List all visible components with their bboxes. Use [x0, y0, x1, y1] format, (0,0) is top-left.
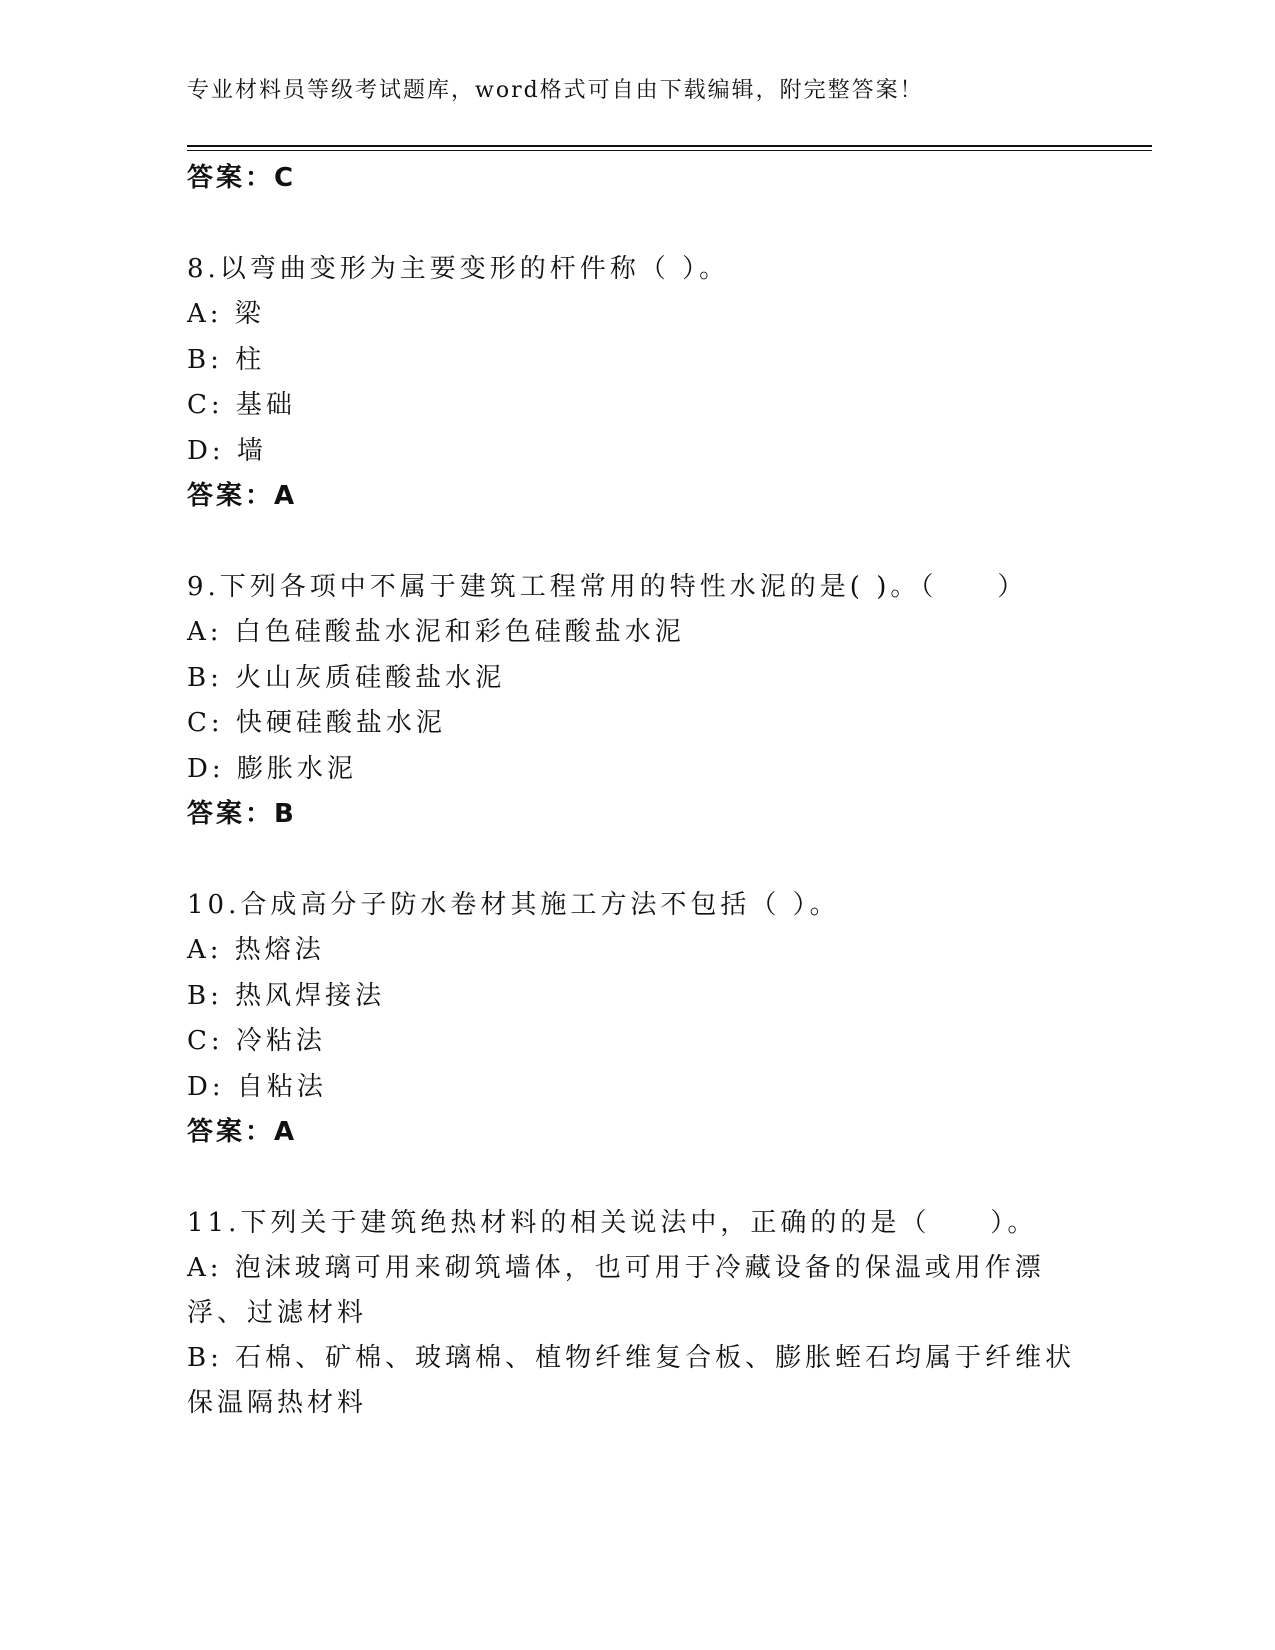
question-stem: 8.以弯曲变形为主要变形的杆件称（ ）。	[187, 253, 730, 284]
spacer	[187, 838, 1097, 883]
option-a: A: 泡沫玻璃可用来砌筑墙体，也可用于冷藏设备的保温或用作漂浮、过滤材料	[187, 1253, 1045, 1328]
question-9	[187, 565, 1097, 838]
spacer	[187, 1156, 1097, 1201]
option-d: D: 墙	[187, 435, 267, 466]
option-c: C: 快硬硅酸盐水泥	[187, 708, 446, 738]
option-b: B: 石棉、矿棉、玻璃棉、植物纤维复合板、膨胀蛭石均属于纤维状保温隔热材料	[187, 1343, 1076, 1418]
question-10	[187, 883, 1097, 1156]
option-a: A: 白色硅酸盐水泥和彩色硅酸盐水泥	[187, 617, 685, 647]
option-b: B: 火山灰质硅酸盐水泥	[187, 662, 506, 693]
option-c: C: 冷粘法	[187, 1026, 326, 1056]
option-d: D: 膨胀水泥	[187, 753, 357, 784]
option-d: D: 自粘法	[187, 1071, 327, 1102]
answer: 答案：B	[187, 799, 297, 829]
document-body	[187, 156, 1097, 1426]
answer: 答案：A	[187, 1117, 298, 1147]
question-8	[187, 247, 1097, 520]
question-stem: 10.合成高分子防水卷材其施工方法不包括（ ）。	[187, 889, 840, 920]
question-stem: 11.下列关于建筑绝热材料的相关说法中，正确的的是（ ）。	[187, 1207, 1038, 1238]
spacer	[187, 202, 1097, 247]
option-c: C: 基础	[187, 390, 296, 420]
question-stem: 9.下列各项中不属于建筑工程常用的特性水泥的是( )。（ ）	[187, 571, 1028, 602]
option-a: A: 热熔法	[187, 935, 325, 965]
previous-answer: 答案：C	[187, 163, 297, 193]
option-b: B: 热风焊接法	[187, 980, 386, 1011]
answer: 答案：A	[187, 481, 298, 511]
header-divider	[187, 145, 1152, 151]
question-11	[187, 1201, 1097, 1427]
spacer	[187, 520, 1097, 565]
option-a: A: 梁	[187, 299, 265, 329]
option-b: B: 柱	[187, 344, 266, 375]
page-header-text: 专业材料员等级考试题库，word格式可自由下载编辑，附完整答案！	[187, 78, 924, 103]
